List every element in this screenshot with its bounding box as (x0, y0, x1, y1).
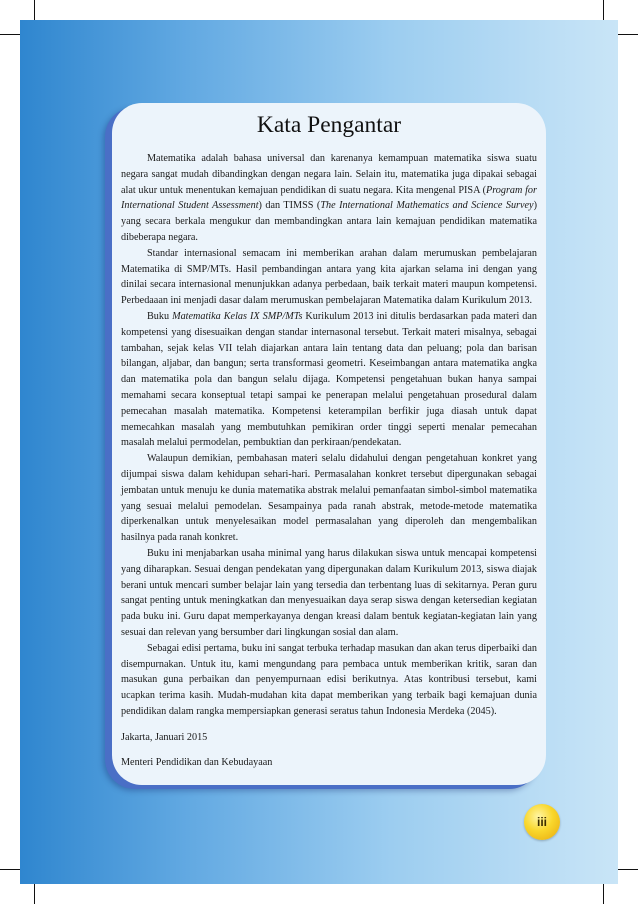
page-title: Kata Pengantar (256, 112, 402, 138)
crop-mark (34, 0, 35, 20)
paragraph: Sebagai edisi pertama, buku ini sangat terbuka terhadap masukan dan akan terus diperbaiki dan disempurnakan. Untuk itu, kami mengundang para pembaca untuk memberikan kritik, saran dan masukan guna perbaikan dan penyempurnaan edisi berikutnya. Atas kontribusi tersebut, kami ucapkan terima kasih. Mudah-mudahan kita dapat memberikan yang terbaik bagi kemajuan dunia pendidikan dalam rangka mempersiapkan generasi seratus tahun Indonesia Merdeka (2045). (121, 642, 537, 717)
crop-mark (603, 884, 604, 904)
italic-term: The International Mathematics and Science Survey (320, 200, 534, 212)
crop-mark (34, 884, 35, 904)
italic-term: Matematika Kelas IX SMP/MTs (172, 310, 303, 322)
foreword-card (112, 103, 546, 785)
foreword-body (121, 151, 537, 720)
crop-mark (0, 869, 20, 870)
paragraph: Standar internasional semacam ini memberikan arahan dalam merumuskan pembelajaran Matematika di SMP/MTs. Hasil pembandingan antara yang kita ajarkan selama ini dengan yang dinilai secara internasional menunjukkan adanya perbedaan, baik terkait materi maupun kompetensi. Perbedaaan ini menjadi dasar dalam merumuskan pembelajaran Matematika dalam Kurikulum 2013. (121, 247, 537, 307)
place-date: Jakarta, Januari 2015 (121, 731, 208, 743)
page-number: iii (536, 815, 547, 829)
paragraph: Buku ini menjabarkan usaha minimal yang harus dilakukan siswa untuk mencapai kompetensi yang diharapkan. Sesuai dengan pendekatan yang dipergunakan dalam Kurikulum 2013, siswa diajak berani untuk mencari sumber belajar lain yang tersedia dan terbentang luas di sekitarnya. Peran guru sangat penting untuk meningkatkan dan menyesuaikan daya serap siswa dengan ketersedian kegiatan pada buku ini. Guru dapat memperkayanya dengan kreasi dalam bentuk kegiatan-kegiatan lain yang sesuai dan relevan yang bersumber dari lingkungan sosial dan alam. (121, 547, 537, 638)
italic-term: Program for International Student Assessment (121, 184, 537, 212)
crop-mark (603, 0, 604, 20)
page-number-badge (524, 804, 560, 840)
crop-mark (618, 869, 638, 870)
crop-mark (618, 34, 638, 35)
paragraph: Matematika adalah bahasa universal dan karenanya kemampuan matematika siswa suatu negara sangat mudah dibandingkan dengan negara lain. Selain itu, matematika juga dipakai sebagai alat ukur untuk menentukan kemajuan pendidikan di suatu negara. Kita mengenal PISA (Program for International Student Assessment) dan TIMSS (The International Mathematics and Science Survey) yang secara berkala mengukur dan membandingkan antara lain kemajuan pendidikan matematika dibeberapa negara. (121, 153, 537, 243)
crop-mark (0, 34, 20, 35)
paragraph: Buku Matematika Kelas IX SMP/MTs Kurikulum 2013 ini ditulis berdasarkan pada materi dan kompetensi yang disesuaikan dengan standar internasonal tersebut. Terkait materi misalnya, sebagai tambahan, sejak kelas VII telah diajarkan antara lain tentang data dan peluang; pola dan barisan bilangan, aljabar, dan bangun; serta transformasi geometri. Keseimbangan antara matematika angka dan matematika pola dan bangun selalu dijaga. Kompetensi pengetahuan bukan hanya sampai memahami secara konseptual tetapi sampai ke penerapan melalui pengetahuan prosedural dalam pemecahan masalah matematika. Kompetensi keterampilan berfikir juga diasah untuk dapat memecahkan masalah yang membutuhkan pemikiran order tinggi seperti menalar pemecahan masalah melalui permodelan, pembuktian dan perkiraan/pendekatan. (121, 310, 537, 449)
paragraph: Walaupun demikian, pembahasan materi selalu didahului dengan pengetahuan konkret yang dijumpai siswa dalam kehidupan sehari-hari. Permasalahan konkret tersebut dipergunakan sebagai jembatan untuk menuju ke dunia matematika abstrak melalui pemanfaatan simbol-simbol matematika yang sesuai melalui pemodelan. Sesampainya pada ranah abstrak, metode-metode matematika diperkenalkan untuk menyelesaikan model permasalahan yang diperoleh dan mengembalikan hasilnya pada ranah konkret. (121, 453, 537, 544)
signatory: Menteri Pendidikan dan Kebudayaan (121, 757, 273, 769)
